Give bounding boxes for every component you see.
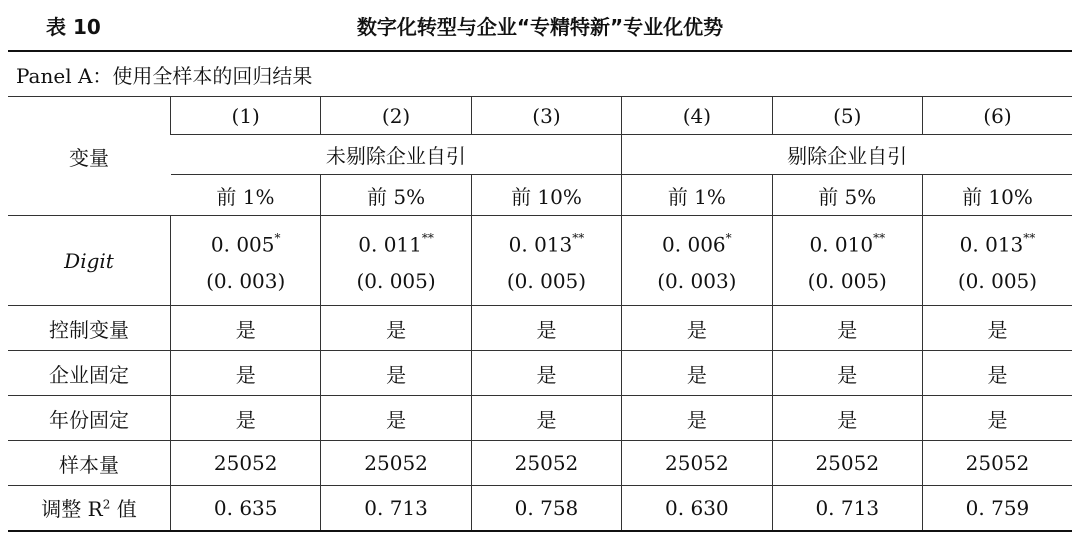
- coefficient: 0. 010**: [809, 231, 886, 257]
- table-row: [8, 441, 1072, 486]
- threshold-header: 前 10%: [471, 175, 621, 216]
- std-error: (0. 005): [957, 268, 1038, 293]
- std-error: (0. 005): [356, 268, 436, 293]
- table-cell: 0. 630: [622, 486, 772, 531]
- row-label: Digit: [8, 216, 171, 306]
- row-label: 样本量: [8, 441, 171, 486]
- table-caption: [0, 0, 1080, 46]
- table-cell: 是: [772, 306, 922, 351]
- coefficient: 0. 011**: [358, 231, 434, 257]
- r2-row: [8, 486, 1072, 531]
- row-label: 企业固定: [8, 351, 171, 396]
- table-row: [8, 396, 1072, 441]
- threshold-header: 前 5%: [321, 175, 471, 216]
- table-cell: 0. 635: [171, 486, 321, 531]
- coefficient-cell: [471, 216, 621, 306]
- table-cell: 是: [321, 396, 471, 441]
- column-number-row: [8, 97, 1072, 135]
- table-title: 数字化转型与企业“专精特新”专业化优势: [356, 15, 724, 39]
- digit-row: [8, 216, 1072, 306]
- threshold-header: 前 1%: [171, 175, 321, 216]
- std-error: (0. 005): [807, 268, 887, 293]
- coefficient-cell: [171, 216, 321, 306]
- column-number: (4): [622, 97, 772, 135]
- threshold-header: 前 5%: [772, 175, 922, 216]
- table-cell: 25052: [171, 441, 321, 486]
- table-cell: 25052: [622, 441, 772, 486]
- row-label: 调整 $R^2$ 值: [8, 486, 171, 531]
- std-error: (0. 005): [506, 268, 587, 293]
- coefficient: 0. 006*: [662, 231, 732, 257]
- panel-row: [8, 51, 1072, 97]
- significance-stars: **: [1023, 231, 1036, 246]
- threshold-header: 前 10%: [922, 175, 1072, 216]
- table-cell: 是: [171, 396, 321, 441]
- table-cell: 25052: [321, 441, 471, 486]
- coefficient: 0. 005*: [210, 231, 281, 257]
- variable-header: 变量: [8, 97, 171, 216]
- coefficient-cell: [321, 216, 471, 306]
- group-header: 剔除企业自引: [622, 135, 1072, 175]
- table-cell: 25052: [471, 441, 621, 486]
- table-cell: 是: [171, 351, 321, 396]
- std-error: (0. 003): [206, 268, 286, 293]
- column-number: (1): [171, 97, 321, 135]
- coefficient-cell: [922, 216, 1072, 306]
- column-number: (5): [772, 97, 922, 135]
- row-label: 年份固定: [8, 396, 171, 441]
- column-number: (6): [922, 97, 1072, 135]
- table-cell: 是: [471, 306, 621, 351]
- significance-stars: *: [274, 231, 281, 246]
- table-cell: 是: [471, 396, 621, 441]
- table-cell: 是: [321, 351, 471, 396]
- table-cell: 是: [321, 306, 471, 351]
- table-cell: 是: [772, 396, 922, 441]
- significance-stars: **: [572, 231, 585, 246]
- threshold-header: 前 1%: [622, 175, 772, 216]
- table-cell: 是: [622, 396, 772, 441]
- coefficient-cell: [622, 216, 772, 306]
- row-label: 控制变量: [8, 306, 171, 351]
- significance-stars: **: [421, 231, 434, 246]
- significance-stars: *: [725, 231, 732, 246]
- group-header: 未剔除企业自引: [171, 135, 622, 175]
- table-number: 表 10: [46, 15, 101, 39]
- panel-title: Panel A：使用全样本的回归结果: [8, 51, 1072, 97]
- table-cell: 0. 713: [321, 486, 471, 531]
- table-cell: 25052: [922, 441, 1072, 486]
- table-row: [8, 351, 1072, 396]
- table-cell: 0. 759: [922, 486, 1072, 531]
- column-number: (3): [471, 97, 621, 135]
- table-cell: 是: [772, 351, 922, 396]
- table-cell: 0. 758: [471, 486, 621, 531]
- column-number: (2): [321, 97, 471, 135]
- table-row: [8, 306, 1072, 351]
- std-error: (0. 003): [657, 268, 737, 293]
- significance-stars: **: [873, 231, 886, 246]
- table-cell: 是: [622, 306, 772, 351]
- coefficient: 0. 013**: [508, 231, 585, 257]
- table-cell: 是: [622, 351, 772, 396]
- table-cell: 是: [471, 351, 621, 396]
- regression-table: [8, 50, 1072, 532]
- table-cell: 是: [922, 396, 1072, 441]
- table-cell: 是: [922, 351, 1072, 396]
- table-cell: 是: [171, 306, 321, 351]
- table-cell: 25052: [772, 441, 922, 486]
- coefficient: 0. 013**: [959, 231, 1036, 257]
- coefficient-cell: [772, 216, 922, 306]
- table-cell: 是: [922, 306, 1072, 351]
- table-cell: 0. 713: [772, 486, 922, 531]
